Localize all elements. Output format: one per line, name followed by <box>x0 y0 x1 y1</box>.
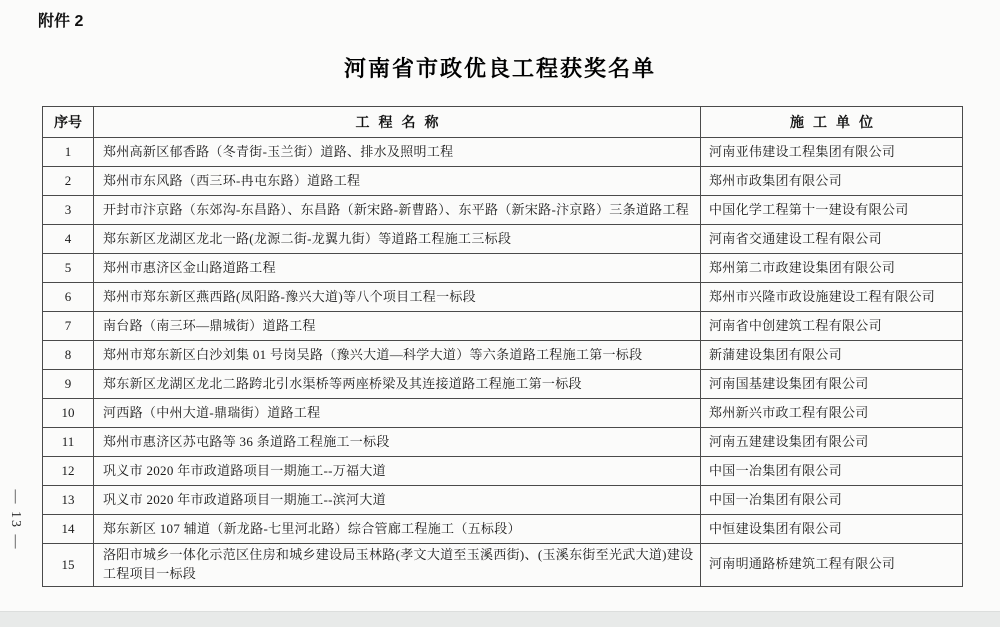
table-row <box>43 486 963 515</box>
company-name: 郑州新兴市政工程有限公司 <box>701 399 963 428</box>
table-row <box>43 138 963 167</box>
row-number: 6 <box>43 283 94 312</box>
table-row <box>43 457 963 486</box>
table-row <box>43 341 963 370</box>
attachment-label: 附件 2 <box>38 13 84 30</box>
company-name: 河南五建建设集团有限公司 <box>701 428 963 457</box>
table-row <box>43 399 963 428</box>
table-row <box>43 544 963 587</box>
page-title: 河南省市政优良工程获奖名单 <box>343 56 656 81</box>
row-number: 13 <box>43 486 94 515</box>
row-number: 3 <box>43 196 94 225</box>
award-table <box>42 106 963 587</box>
project-name: 郑东新区龙湖区龙北二路跨北引水渠桥等两座桥梁及其连接道路工程施工第一标段 <box>94 370 701 399</box>
table-row <box>43 283 963 312</box>
company-name: 河南亚伟建设工程集团有限公司 <box>701 138 963 167</box>
project-name: 巩义市 2020 年市政道路项目一期施工--滨河大道 <box>94 486 701 515</box>
project-name: 郑州市郑东新区燕西路(凤阳路-豫兴大道)等八个项目工程一标段 <box>94 283 701 312</box>
row-number: 4 <box>43 225 94 254</box>
project-name: 郑东新区 107 辅道（新龙路-七里河北路）综合管廊工程施工（五标段） <box>94 515 701 544</box>
row-number: 1 <box>43 138 94 167</box>
row-number: 11 <box>43 428 94 457</box>
project-name: 郑州高新区郁香路（冬青街-玉兰街）道路、排水及照明工程 <box>94 138 701 167</box>
row-number: 5 <box>43 254 94 283</box>
row-number: 2 <box>43 167 94 196</box>
company-name: 河南明通路桥建筑工程有限公司 <box>701 544 963 587</box>
table-row <box>43 312 963 341</box>
row-number: 7 <box>43 312 94 341</box>
company-name: 新蒲建设集团有限公司 <box>701 341 963 370</box>
project-name: 郑东新区龙湖区龙北一路(龙源二街-龙翼九街）等道路工程施工三标段 <box>94 225 701 254</box>
project-name: 开封市汴京路（东郊沟-东昌路）、东昌路（新宋路-新曹路）、东平路（新宋路-汴京路）三条道路工程 <box>94 196 701 225</box>
project-name: 郑州市郑东新区白沙刘集 01 号岗吴路（豫兴大道—科学大道）等六条道路工程施工第一标段 <box>94 341 701 370</box>
row-number: 15 <box>43 544 94 587</box>
project-name: 巩义市 2020 年市政道路项目一期施工--万福大道 <box>94 457 701 486</box>
company-name: 中国化学工程第十一建设有限公司 <box>701 196 963 225</box>
table-row <box>43 254 963 283</box>
table-row <box>43 196 963 225</box>
row-number: 12 <box>43 457 94 486</box>
page-bottom-margin <box>0 611 1000 627</box>
table-row <box>43 515 963 544</box>
table-row <box>43 167 963 196</box>
company-name: 河南国基建设集团有限公司 <box>701 370 963 399</box>
table-header-row <box>43 107 963 138</box>
header-project: 工程名称 <box>94 107 701 138</box>
project-name: 南台路（南三环—鼎城街）道路工程 <box>94 312 701 341</box>
project-name: 河西路（中州大道-鼎瑞街）道路工程 <box>94 399 701 428</box>
project-name: 郑州市东风路（西三环-冉屯东路）道路工程 <box>94 167 701 196</box>
project-name: 郑州市惠济区苏屯路等 36 条道路工程施工一标段 <box>94 428 701 457</box>
company-name: 郑州市政集团有限公司 <box>701 167 963 196</box>
project-name: 郑州市惠济区金山路道路工程 <box>94 254 701 283</box>
company-name: 中国一冶集团有限公司 <box>701 457 963 486</box>
row-number: 10 <box>43 399 94 428</box>
company-name: 郑州第二市政建设集团有限公司 <box>701 254 963 283</box>
table-row <box>43 428 963 457</box>
header-company: 施工单位 <box>701 107 963 138</box>
row-number: 14 <box>43 515 94 544</box>
table-body <box>43 138 963 587</box>
project-name: 洛阳市城乡一体化示范区住房和城乡建设局玉林路(孝文大道至玉溪西街)、(玉溪东街至光武大道)建设工程项目一标段 <box>94 544 701 587</box>
row-number: 9 <box>43 370 94 399</box>
page-number: — 13 — <box>8 489 23 551</box>
table-row <box>43 370 963 399</box>
company-name: 中恒建设集团有限公司 <box>701 515 963 544</box>
company-name: 郑州市兴隆市政设施建设工程有限公司 <box>701 283 963 312</box>
header-serial: 序号 <box>43 107 94 138</box>
row-number: 8 <box>43 341 94 370</box>
table-row <box>43 225 963 254</box>
company-name: 河南省交通建设工程有限公司 <box>701 225 963 254</box>
company-name: 河南省中创建筑工程有限公司 <box>701 312 963 341</box>
company-name: 中国一冶集团有限公司 <box>701 486 963 515</box>
